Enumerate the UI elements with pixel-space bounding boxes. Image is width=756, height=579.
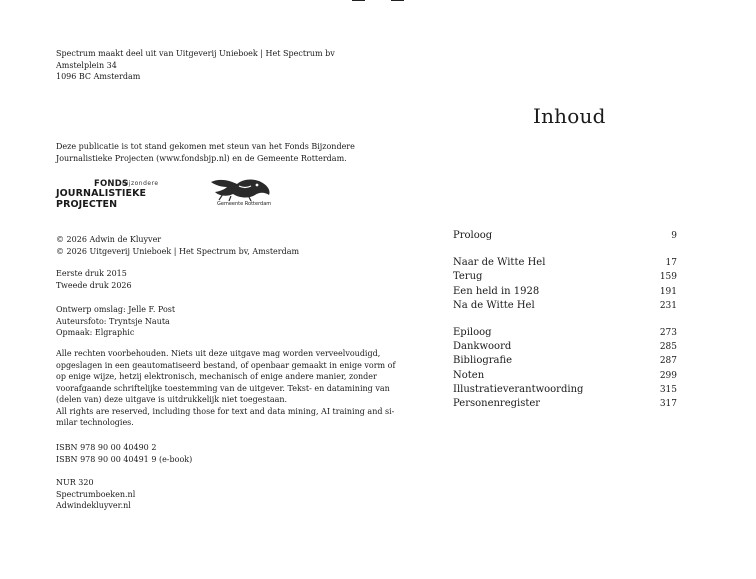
publisher-line: Spectrum maakt deel uit van Uitgeverij Unieboek | Het Spectrum bv [56,49,335,58]
rights-line: All rights are reserved, including those for text and data mining, AI training and si- [56,406,395,416]
credits-block [56,304,175,339]
print-block [56,268,132,291]
toc-entry-title: Illustratieverantwoording [453,383,584,395]
toc-entry-page: 191 [659,286,677,297]
publisher-line: 1096 BC Amsterdam [56,72,141,81]
rotterdam-emblem-icon [209,176,279,202]
toc-entry-title: Proloog [453,230,493,241]
toc-entry [453,326,677,340]
toc-entry-title: Dankwoord [453,341,512,353]
logo-text: Bijzondere [122,180,159,187]
toc-entry [453,340,677,354]
toc-entry-title: Naar de Witte Hel [453,257,546,269]
toc-entry [453,354,677,368]
rights-line: milar technologies. [56,418,134,427]
logo-caption: Gemeente Rotterdam [217,201,272,207]
rights-line: Alle rechten voorbehouden. Niets uit deze uitgave mag worden verveelvoudigd, [56,349,381,358]
nur-line: NUR 320 [56,478,94,487]
fonds-bjp-logo [56,179,182,210]
table-of-contents [453,229,677,411]
toc-entry-page: 17 [665,258,677,269]
toc-entry-title: Personenregister [453,397,541,409]
rights-line: op enige wijze, hetzij elektronisch, mechanisch of enige andere manier, zonder [56,372,377,381]
toc-entry-title: Een held in 1928 [453,285,540,297]
toc-entry-title: Na de Witte Hel [453,299,535,311]
toc-entry-title: Noten [453,369,485,381]
print-line: Eerste druk 2015 [56,269,127,278]
toc-entry [453,369,677,383]
gemeente-rotterdam-logo [209,176,279,210]
toc-entry-page: 287 [659,356,677,367]
toc-entry [453,270,677,284]
toc-entry [453,229,677,243]
isbn-line: ISBN 978 90 00 40491 9 (e-book) [56,454,193,464]
website-line: Adwindekluyver.nl [56,501,131,510]
isbn-line: ISBN 978 90 00 40490 2 [56,443,157,452]
toc-entry [453,383,677,397]
print-line: Tweede druk 2026 [56,280,132,290]
nur-block [56,477,135,512]
isbn-block [56,442,192,465]
copyright-line: © 2026 Adwin de Kluyver [56,235,162,244]
toc-entry-page: 273 [659,327,677,338]
website-line: Spectrumboeken.nl [56,489,136,499]
toc-entry-title: Bibliografie [453,355,513,367]
logo-text: JOURNALISTIEKE PROJECTEN [56,188,147,210]
toc-heading: Inhoud [533,104,606,128]
rights-line: opgeslagen in een geautomatiseerd bestand, of openbaar gemaakt in enige vorm of [56,360,396,370]
credit-line: Ontwerp omslag: Jelle F. Post [56,305,176,314]
copyright-block [56,234,299,257]
toc-entry-title: Epiloog [453,326,492,338]
publisher-block [56,48,335,83]
support-line: Journalistieke Projecten (www.fondsbjp.nl) en de Gemeente Rotterdam. [56,153,347,163]
support-block [56,141,355,164]
logo-text: FONDS [94,179,129,189]
toc-entry-page: 299 [659,370,677,381]
rights-line: voorafgaande schriftelijke toestemming van de uitgever. Tekst- en datamining van [56,383,390,393]
toc-entry-page: 315 [659,384,677,395]
toc-divider [453,313,677,326]
toc-entry [453,397,677,411]
toc-entry-page: 317 [659,398,677,409]
page-crop-marks [352,0,404,4]
toc-entry-page: 9 [671,231,677,241]
toc-entry-page: 159 [659,272,677,283]
credit-line: Auteursfoto: Tryntsje Nauta [56,316,170,326]
copyright-line: © 2026 Uitgeverij Unieboek | Het Spectrum bv, Amsterdam [56,246,300,256]
rights-line: (delen van) deze uitgave is uitdrukkelijk niet toegestaan. [56,395,288,404]
toc-entry [453,256,677,270]
toc-entry [453,285,677,299]
toc-entry-page: 231 [659,300,677,311]
publisher-line: Amstelplein 34 [56,60,117,70]
support-line: Deze publicatie is tot stand gekomen met steun van het Fonds Bijzondere [56,142,355,151]
toc-entry-title: Terug [453,271,483,283]
toc-entry [453,299,677,313]
toc-entry-page: 285 [659,342,677,353]
toc-divider [453,243,677,256]
credit-line: Opmaak: Elgraphic [56,328,135,337]
rights-block [56,348,395,429]
